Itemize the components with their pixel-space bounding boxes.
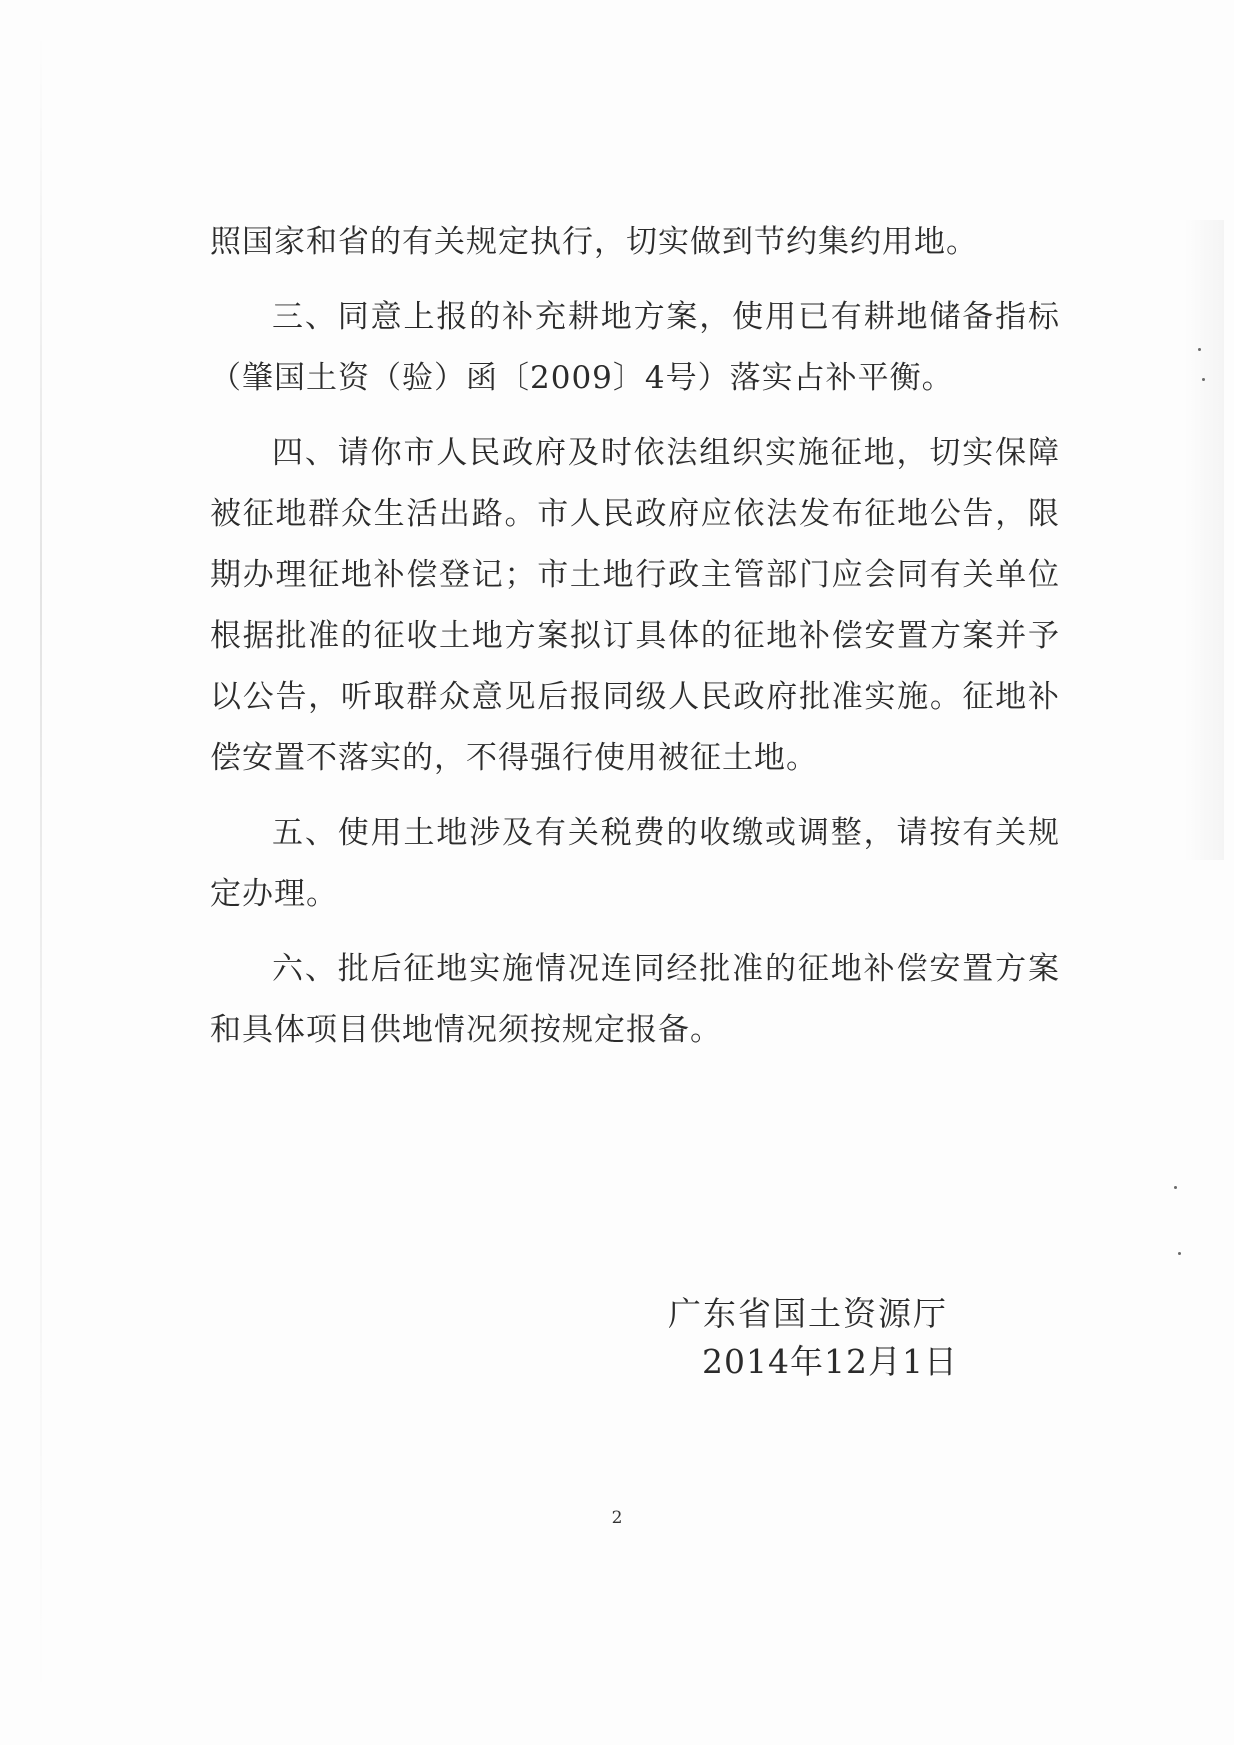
- body-line: 照国家和省的有关规定执行，切实做到节约集约用地。: [210, 224, 978, 260]
- signature-block: [668, 1290, 998, 1386]
- scan-speck: [1198, 348, 1201, 351]
- body-line: 定办理。: [210, 876, 338, 912]
- body-line: 偿安置不落实的，不得强行使用被征土地。: [210, 740, 818, 776]
- scan-shadow-right: [1184, 220, 1224, 860]
- issuing-organization: 广东省国土资源厅: [668, 1294, 948, 1333]
- body-text: [210, 212, 1060, 1061]
- page-number: 2: [611, 1508, 623, 1528]
- body-line: 期办理征地补偿登记；市土地行政主管部门应会同有关单位: [210, 557, 1060, 593]
- body-line: 根据批准的征收土地方案拟订具体的征地补偿安置方案并予: [210, 618, 1060, 654]
- body-line: 和具体项目供地情况须按规定报备。: [210, 1012, 722, 1048]
- body-line: 五、使用土地涉及有关税费的收缴或调整，请按有关规: [272, 815, 1060, 851]
- scan-speck: [1174, 1186, 1177, 1189]
- issue-date: 2014年12月1日: [702, 1342, 958, 1381]
- body-line: 六、批后征地实施情况连同经批准的征地补偿安置方案: [272, 951, 1060, 987]
- body-line: 被征地群众生活出路。市人民政府应依法发布征地公告，限: [210, 496, 1060, 532]
- scan-speck: [1178, 1252, 1181, 1255]
- scan-speck: [1202, 378, 1205, 381]
- body-line: 三、同意上报的补充耕地方案，使用已有耕地储备指标: [272, 299, 1060, 335]
- body-line: 四、请你市人民政府及时依法组织实施征地，切实保障: [272, 435, 1060, 471]
- body-line: 以公告，听取群众意见后报同级人民政府批准实施。征地补: [210, 679, 1060, 715]
- body-line: （肇国土资（验）函〔2009〕4号）落实占补平衡。: [210, 360, 954, 396]
- scan-shadow-left: [40, 30, 42, 1710]
